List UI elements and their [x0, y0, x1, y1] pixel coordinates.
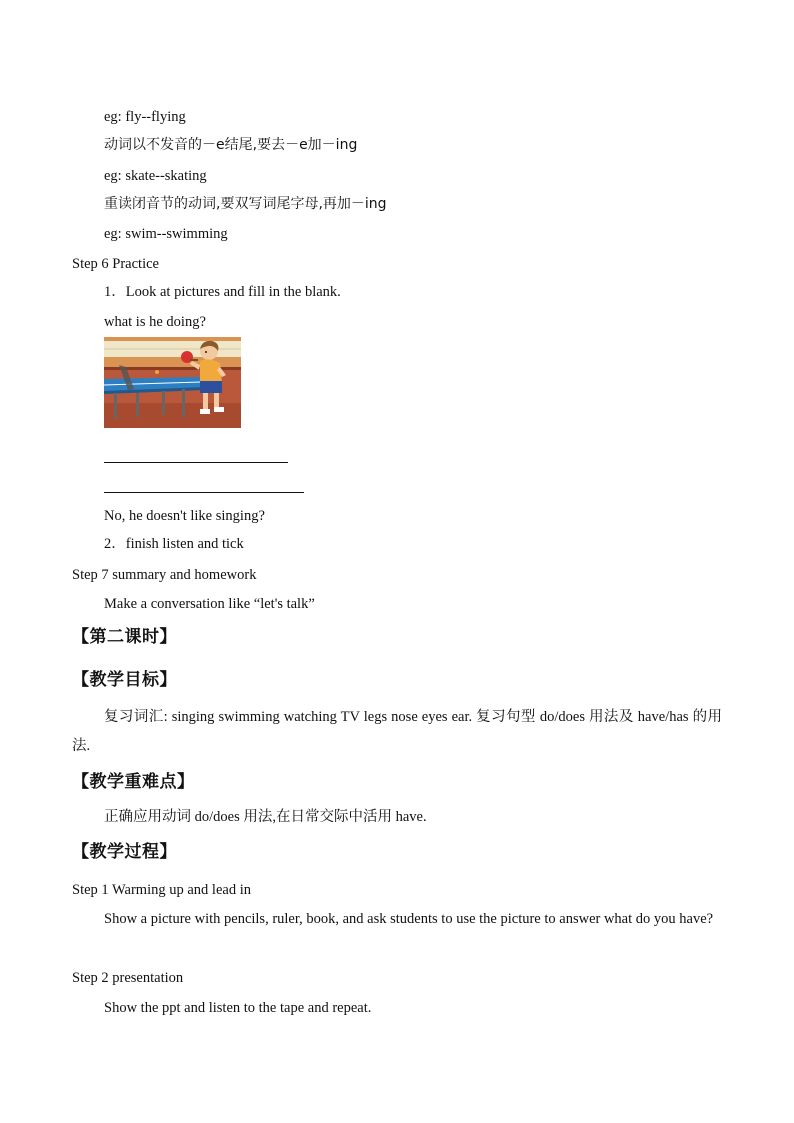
step7-heading: Step 7 summary and homework — [72, 567, 257, 583]
lesson2-heading: 【第二课时】 — [72, 627, 177, 647]
step6-heading: Step 6 Practice — [72, 256, 159, 272]
make-conversation-text: Make a conversation like “let's talk” — [104, 596, 315, 612]
task2-instruction: 2．finish listen and tick — [104, 536, 244, 552]
objectives-heading: 【教学目标】 — [72, 670, 177, 690]
objectives-paragraph: 复习词汇: singing swimming watching TV legs nose eyes ear. 复习句型 do/does 用法及 have/has 的用法. — [72, 709, 722, 754]
key-points-paragraph: 正确应用动词 do/does 用法,在日常交际中活用 have. — [104, 809, 427, 825]
step2-paragraph: Show the ppt and listen to the tape and repeat. — [104, 1000, 372, 1016]
task1-instruction: 1．Look at pictures and fill in the blank. — [104, 284, 341, 300]
rule-double-consonant: 重读闭音节的动词,要双写词尾字母,再加－ing — [104, 196, 387, 212]
step1-paragraph: Show a picture with pencils, ruler, book, and ask students to use the picture to answer what do you have? — [104, 911, 714, 927]
example-fly: eg: fly--flying — [104, 109, 186, 125]
step1-heading: Step 1 Warming up and lead in — [72, 882, 251, 898]
question-text: what is he doing? — [104, 314, 206, 330]
key-points-heading: 【教学重难点】 — [72, 772, 195, 792]
answer-no-text: No, he doesn't like singing? — [104, 508, 265, 524]
process-heading: 【教学过程】 — [72, 842, 177, 862]
rule-silent-e: 动词以不发音的－e结尾,要去－e加－ing — [104, 137, 358, 153]
answer-blank-1[interactable] — [104, 462, 288, 463]
answer-blank-2[interactable] — [104, 492, 304, 493]
example-skate: eg: skate--skating — [104, 168, 207, 184]
ping-pong-boy-picture — [104, 337, 241, 428]
example-swim: eg: swim--swimming — [104, 226, 228, 242]
step2-heading: Step 2 presentation — [72, 970, 184, 986]
